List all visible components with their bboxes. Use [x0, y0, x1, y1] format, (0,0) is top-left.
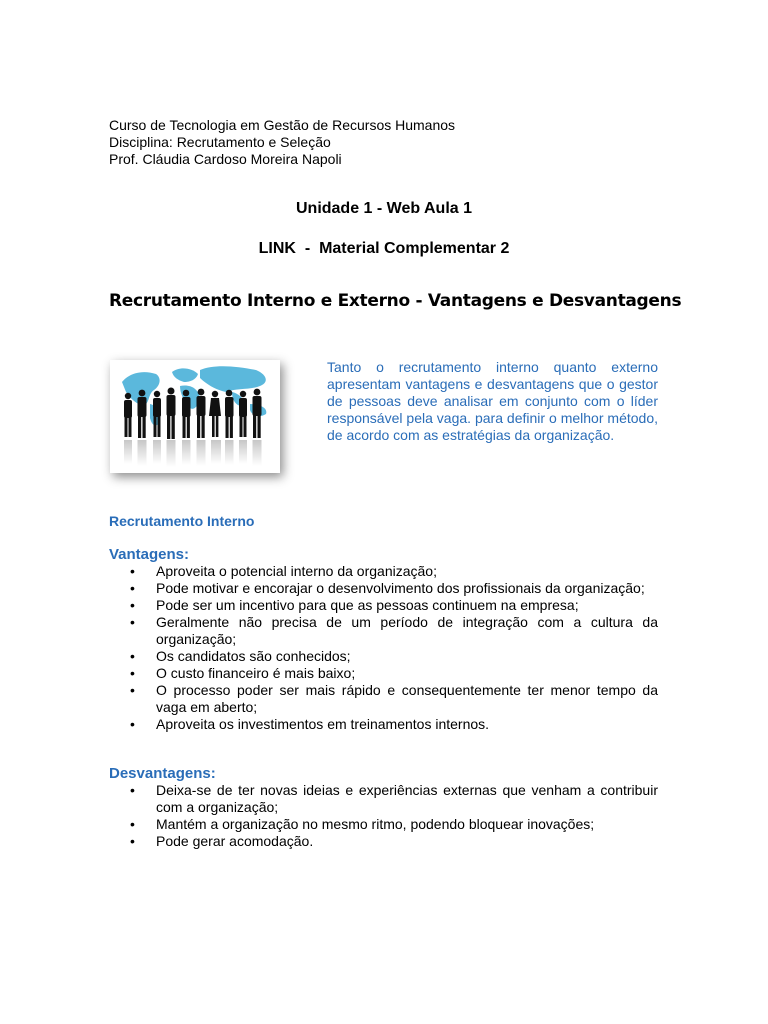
bullet-icon: • [130, 816, 135, 832]
business-people-world-map-image [110, 360, 280, 473]
list-item: • Aproveita o potencial interno da organização; [130, 563, 437, 579]
bullet-icon: • [130, 597, 135, 613]
document-header [109, 117, 455, 168]
internal-recruitment-heading: Recrutamento Interno [109, 513, 255, 529]
bullet-icon: • [130, 580, 135, 596]
list-item: • Os candidatos são conhecidos; [130, 648, 351, 664]
list-item: • Aproveita os investimentos em treinamentos internos. [130, 716, 490, 732]
intro-paragraph: Tanto o recrutamento interno quanto externo apresentam vantagens e desvantagens que o gestor de pessoas deve analisar em conjunto com o líder responsável pela vaga. para definir o melhor método, de acordo com as estratégias da organização. [327, 359, 658, 443]
bullet-icon: • [130, 648, 135, 664]
bullet-icon: • [130, 716, 135, 732]
advantages-heading: Vantagens: [109, 546, 190, 563]
list-item: • Pode gerar acomodação. [130, 833, 314, 849]
list-item: • Mantém a organização no mesmo ritmo, podendo bloquear inovações; [130, 816, 595, 832]
bullet-icon: • [130, 782, 135, 798]
disadvantages-list [109, 782, 658, 850]
list-item: • Pode ser um incentivo para que as pessoas continuem na empresa; [130, 597, 579, 613]
list-item: • O custo financeiro é mais baixo; [130, 665, 356, 681]
link-title: LINK - Material Complementar 2 [258, 240, 510, 257]
disadvantages-heading: Desvantagens: [109, 765, 216, 782]
people-reflection [124, 440, 262, 467]
unit-title: Unidade 1 - Web Aula 1 [295, 200, 473, 217]
course-line: Curso de Tecnologia em Gestão de Recursos Humanos [109, 117, 456, 133]
bullet-icon: • [130, 682, 135, 698]
list-item: • Pode motivar e encorajar o desenvolvimento dos profissionais da organização; [130, 580, 645, 596]
advantages-list [109, 563, 658, 733]
list-item: • Geralmente não precisa de um período de integração com a cultura da organização; [130, 614, 658, 647]
bullet-icon: • [130, 665, 135, 681]
bullet-icon: • [130, 833, 135, 849]
list-item: • O processo poder ser mais rápido e consequentemente ter menor tempo da vaga em aberto; [130, 682, 658, 715]
section-title: Recrutamento Interno e Externo - Vantagens e Desvantagens [109, 291, 682, 311]
bullet-icon: • [130, 614, 135, 630]
discipline-line: Disciplina: Recrutamento e Seleção [109, 134, 331, 150]
professor-line: Prof. Cláudia Cardoso Moreira Napoli [109, 151, 342, 167]
bullet-icon: • [130, 563, 135, 579]
list-item: • Deixa-se de ter novas ideias e experiências externas que venham a contribuir com a organização; [130, 782, 658, 815]
